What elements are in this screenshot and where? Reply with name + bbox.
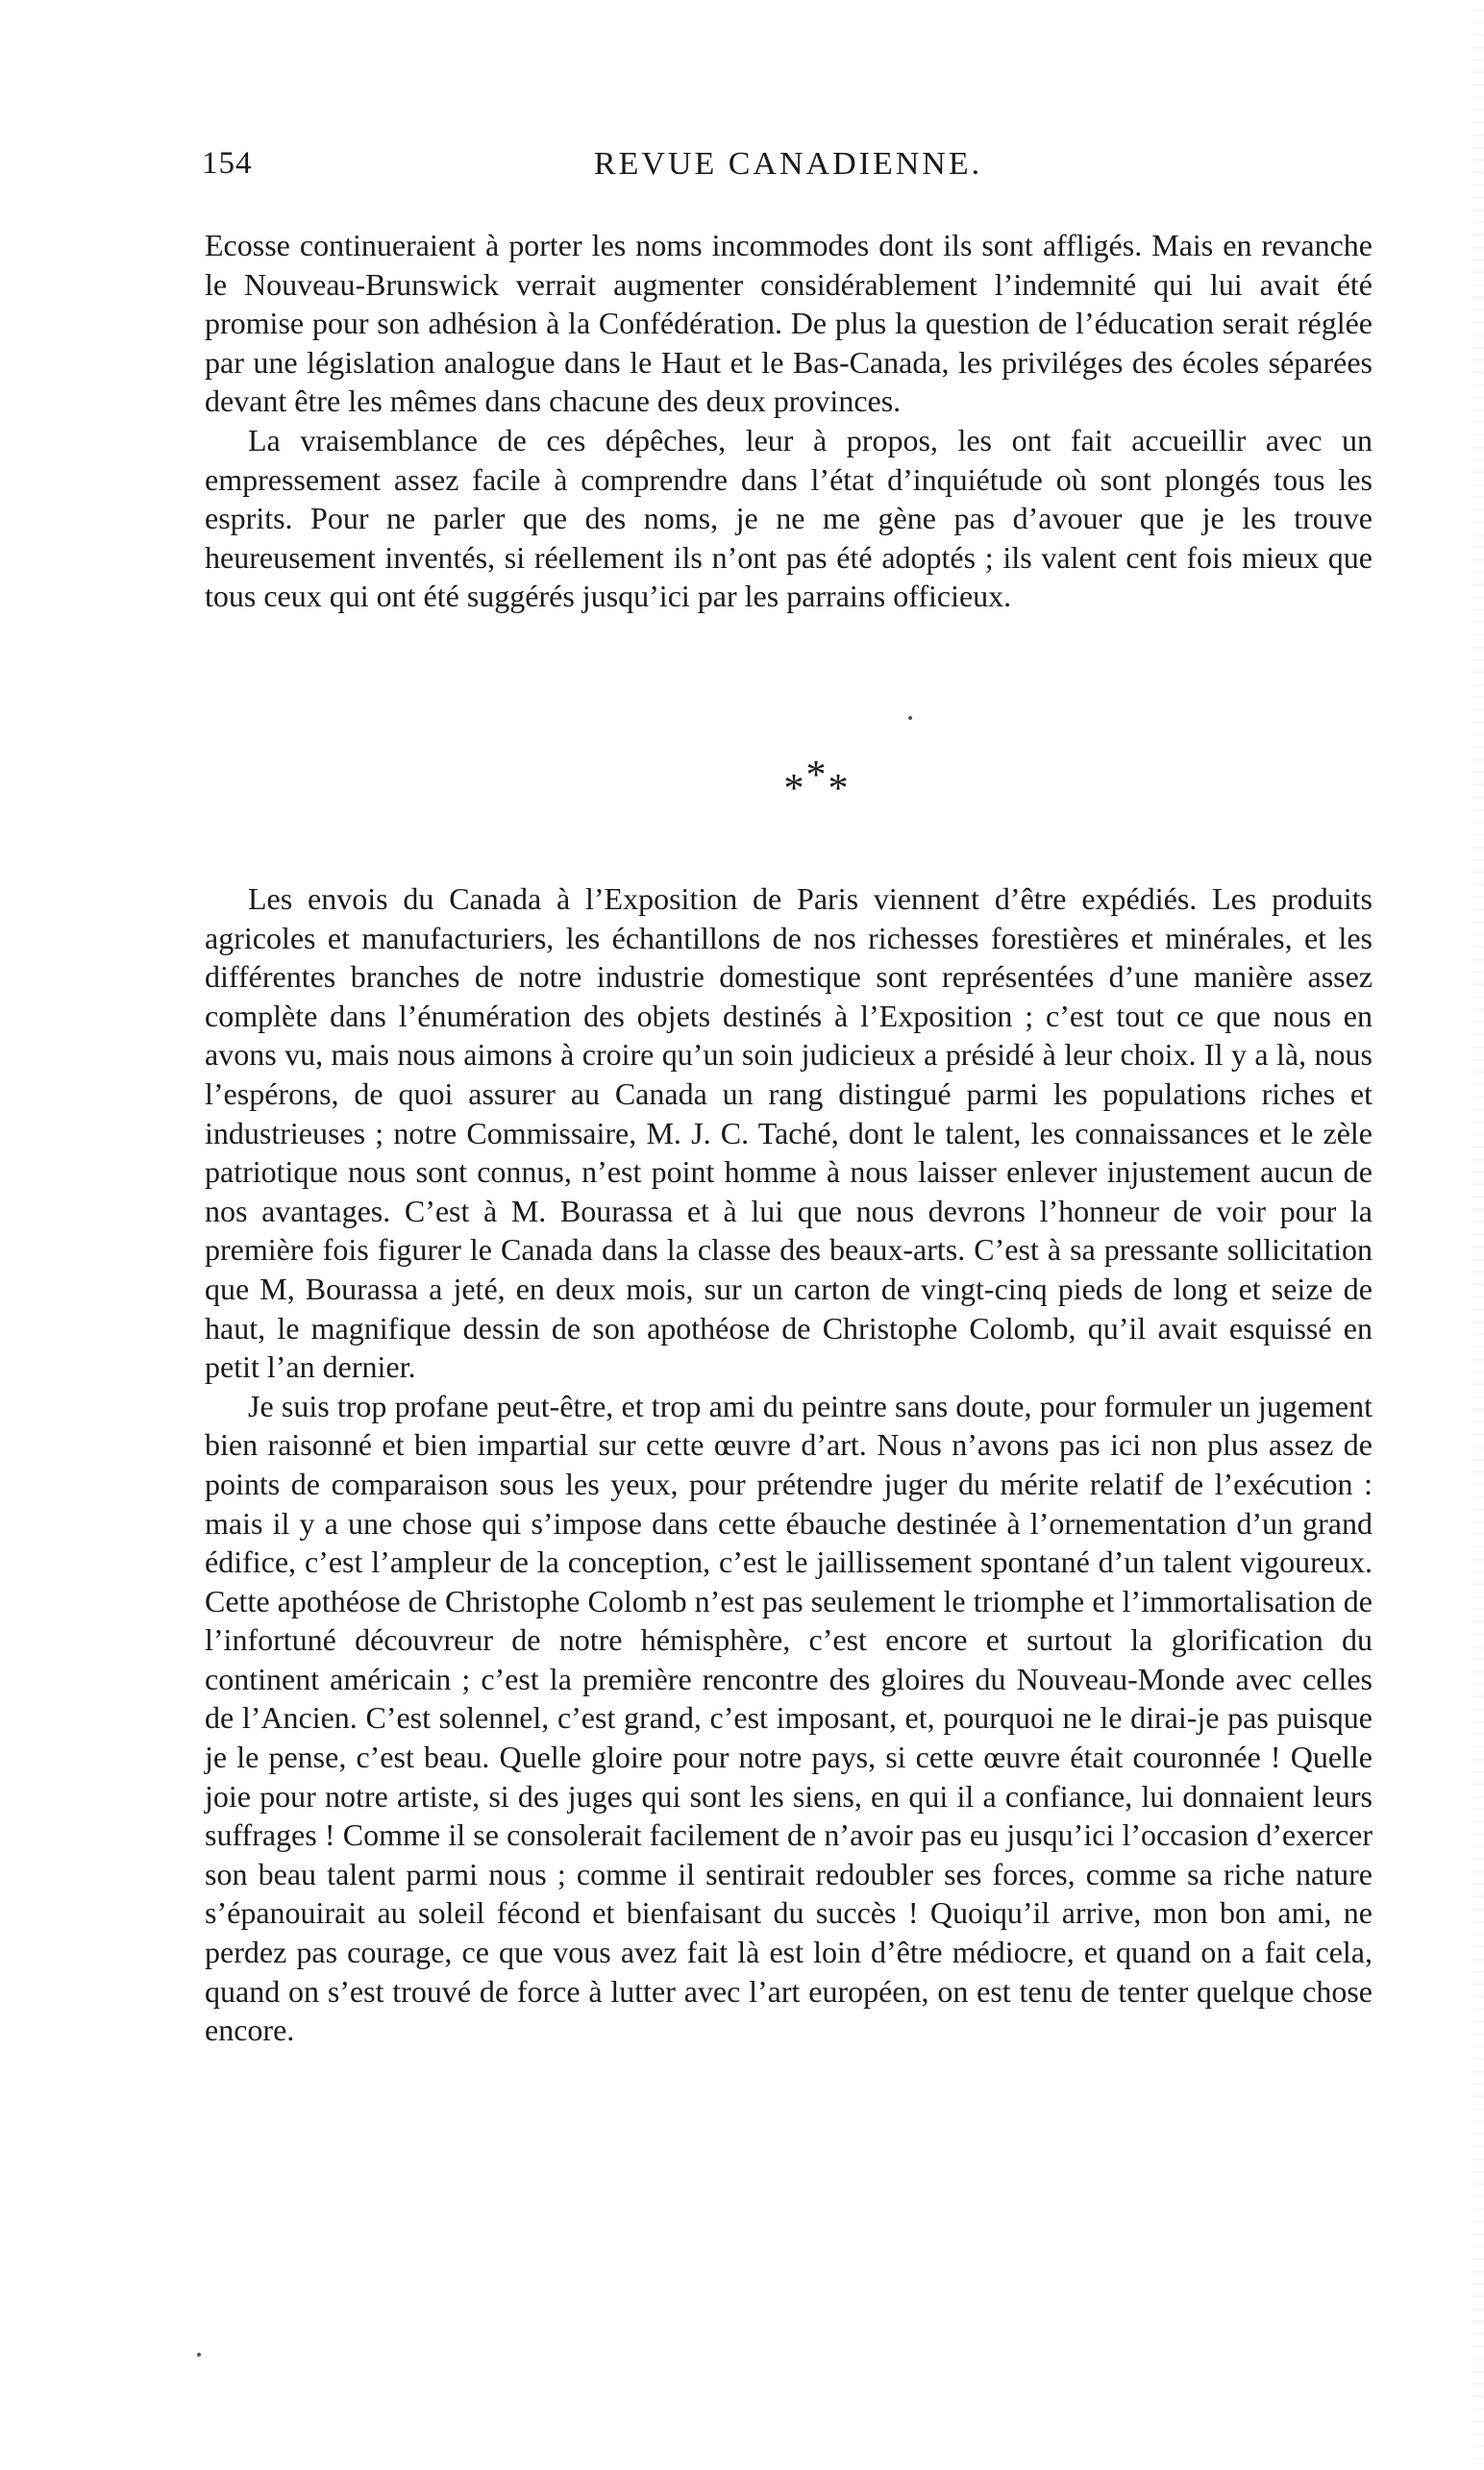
asterism-star: * <box>828 767 851 811</box>
running-title: REVUE CANADIENNE. <box>593 146 983 182</box>
asterism-star: * <box>783 767 806 811</box>
page-number: 154 <box>202 146 253 181</box>
paragraph: La vraisemblance de ces dépêches, leur à propos, les ont fait accueillir avec un empressement assez facile à comprendre dans l’état d’inquiétude où sont plongés tous les esprits. Pour ne parler que des noms, je ne me gène pas d’avouer que je les trouve heureusement inventés, si réellement ils n’ont pas été adoptés ; ils valent cent fois mieux que tous ceux qui ont été suggérés jusqu’ici par les parrains officieux. <box>205 422 1373 614</box>
paragraph: Je suis trop profane peut-être, et trop ami du peintre sans doute, pour formuler un jugement bien raisonné et bien impartial sur cette œuvre d’art. Nous n’avons pas ici non plus assez de points de comparaison sous les yeux, pour prétendre juger du mérite relatif de l’exécution : mais il y a une chose qui s’impose dans cette ébauche destinée à l’ornementation d’un grand édifice, c’est l’ampleur de la conception, c’est le jaillissement spontané d’un talent vigoureux. Cette apothéose de Christophe Colomb n’est pas seulement le triomphe et l’immortalisation de l’infortuné découvreur de notre hémisphère, c’est encore et surtout la glorification du continent américain ; c’est la première rencontre des gloires du Nouveau-Monde avec celles de l’Ancien. C’est solennel, c’est grand, c’est imposant, et, pourquoi ne le dirai-je pas puisque je le pense, c’est beau. Quelle gloire pour notre pays, si cette œuvre était couronnée ! Quelle joie pour notre artiste, si des juges qui sont les siens, en qui il a confiance, lui donnaient leurs suffrages ! Comme il se consolerait facilement de n’avoir pas eu jusqu’ici l’occasion d’exercer son beau talent parmi nous ; comme il sentirait redoubler ses forces, comme sa riche nature s’épanouirait au soleil fécond et bienfaisant du succès ! Quoiqu’il arrive, mon bon ami, ne perdez pas courage, ce que vous avez fait là est loin d’être médiocre, et quand on a fait cela, quand on s’est trouvé de force à lutter avec l’art européen, on est tenu de tenter quelque chose encore. <box>205 1388 1373 2048</box>
ink-speck <box>908 716 912 720</box>
asterism-star: * <box>805 753 829 798</box>
text-section-2 <box>205 879 1373 2050</box>
page-header <box>202 146 1374 194</box>
paragraph: Les envois du Canada à l’Exposition de Paris viennent d’être expédiés. Les produits agricoles et manufacturiers, les échantillons de nos richesses forestières et minérales, et les différentes branches de notre industrie domestique sont représentées d’une manière assez complète dans l’énumération des objets destinés à l’Exposition ; c’est tout ce que nous en avons vu, mais nous aimons à croire qu’un soin judicieux a présidé à leur choix. Il y a là, nous l’espérons, de quoi assurer au Canada un rang distingué parmi les populations riches et industrieuses ; notre Commissaire, M. J. C. Taché, dont le talent, les connaissances et le zèle patriotique nous sont connus, n’est point homme à nous laisser enlever injustement aucun de nos avantages. C’est à M. Bourassa et à lui que nous devrons l’honneur de voir pour la première fois figurer le Canada dans la classe des beaux-arts. C’est à sa pressante sollicitation que M, Bourassa a jeté, en deux mois, sur un carton de vingt-cinq pieds de long et seize de haut, le magnifique dessin de son apothéose de Christophe Colomb, qu’il avait esquissé en petit l’an dernier. <box>205 881 1373 1385</box>
paragraph: Ecosse continueraient à porter les noms incommodes dont ils sont affligés. Mais en revanche le Nouveau-Brunswick verrait augmenter considérablement l’indemnité qui lui avait été promise pour son adhésion à la Confédération. De plus la question de l’éducation serait réglée par une législation analogue dans le Haut et le Bas-Canada, les priviléges des écoles séparées devant être les mêmes dans chacune des deux provinces. <box>205 228 1373 419</box>
ink-speck <box>197 2353 201 2357</box>
text-section-1 <box>205 226 1373 616</box>
asterism-separator <box>0 753 1484 811</box>
scan-edge <box>1472 0 1484 2470</box>
